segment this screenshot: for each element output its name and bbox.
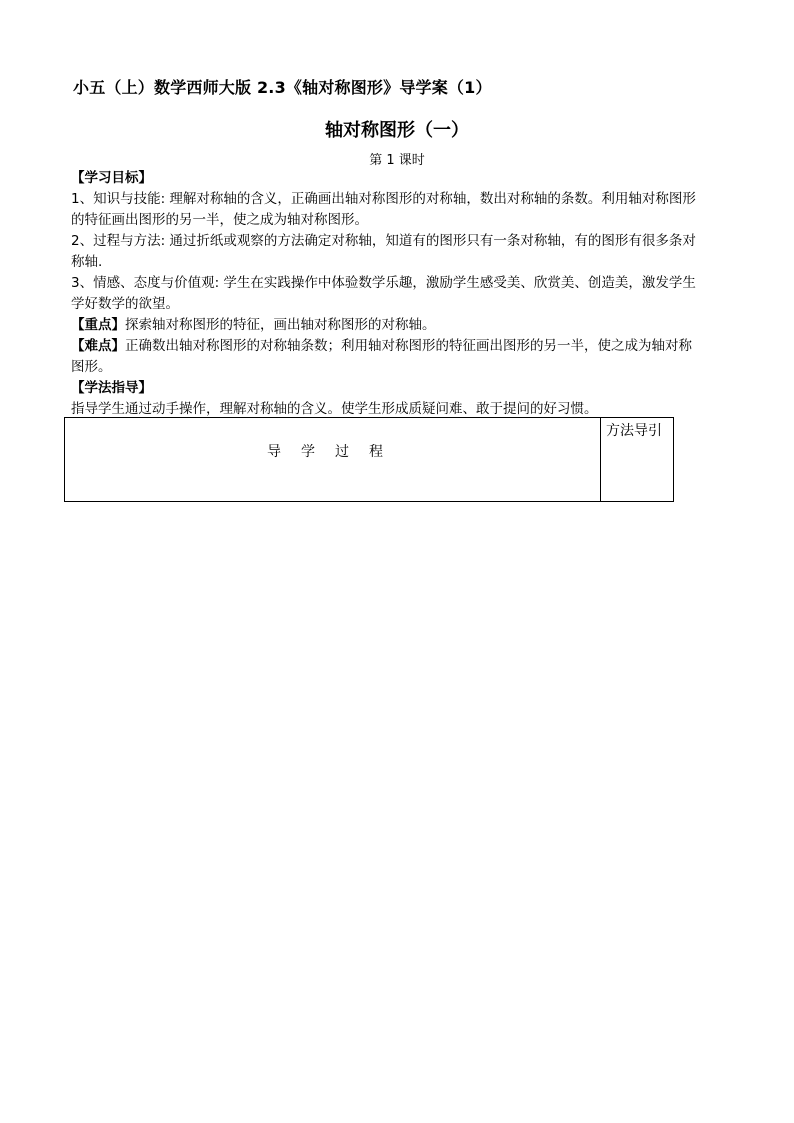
method-guide-label: 方法导引 — [606, 423, 662, 439]
lesson-title: 轴对称图形（一） — [325, 120, 469, 141]
difficult-point-text-line-1: 正确数出轴对称图形的对称轴条数；利用轴对称图形的特征画出图形的另一半，使之成为轴对称 — [125, 338, 692, 354]
key-point-text: 探索轴对称图形的特征，画出轴对称图形的对称轴。 — [125, 317, 436, 333]
study-method-heading: 【学法指导】 — [71, 380, 152, 396]
difficult-point-text-line-2: 图形。 — [71, 359, 112, 375]
objective-2-line-2: 称轴. — [71, 254, 103, 270]
objective-2-line-1: 2、过程与方法: 通过折纸或观察的方法确定对称轴，知道有的图形只有一条对称轴，有的图形有很多条对 — [71, 233, 696, 249]
guide-table — [64, 417, 674, 502]
objective-1-line-1: 1、知识与技能: 理解对称轴的含义，正确画出轴对称图形的对称轴，数出对称轴的条数。利用轴对称图形 — [71, 191, 696, 207]
objective-3-line-2: 学好数学的欲望。 — [71, 296, 179, 312]
study-method-text: 指导学生通过动手操作，理解对称轴的含义。使学生形成质疑问难、敢于提问的好习惯。 — [71, 401, 598, 417]
document-title: 小五（上）数学西师大版 2.3《轴对称图形》导学案（1） — [73, 78, 492, 97]
key-point — [71, 315, 725, 336]
objective-1-line-2: 的特征画出图形的另一半，使之成为轴对称图形。 — [71, 212, 368, 228]
lesson-period: 第 1 课时 — [369, 153, 425, 168]
difficult-point-label: 【难点】 — [71, 338, 125, 354]
objectives-heading: 【学习目标】 — [71, 170, 152, 186]
key-point-label: 【重点】 — [71, 317, 125, 333]
objective-3-line-1: 3、情感、态度与价值观: 学生在实践操作中体验数学乐趣，激励学生感受美、欣赏美、创造美，激发学生 — [71, 275, 696, 291]
difficult-point — [71, 336, 725, 357]
guide-process-cell — [65, 418, 601, 501]
guide-process-label: 导学过程 — [267, 444, 403, 460]
content-body — [71, 168, 725, 420]
